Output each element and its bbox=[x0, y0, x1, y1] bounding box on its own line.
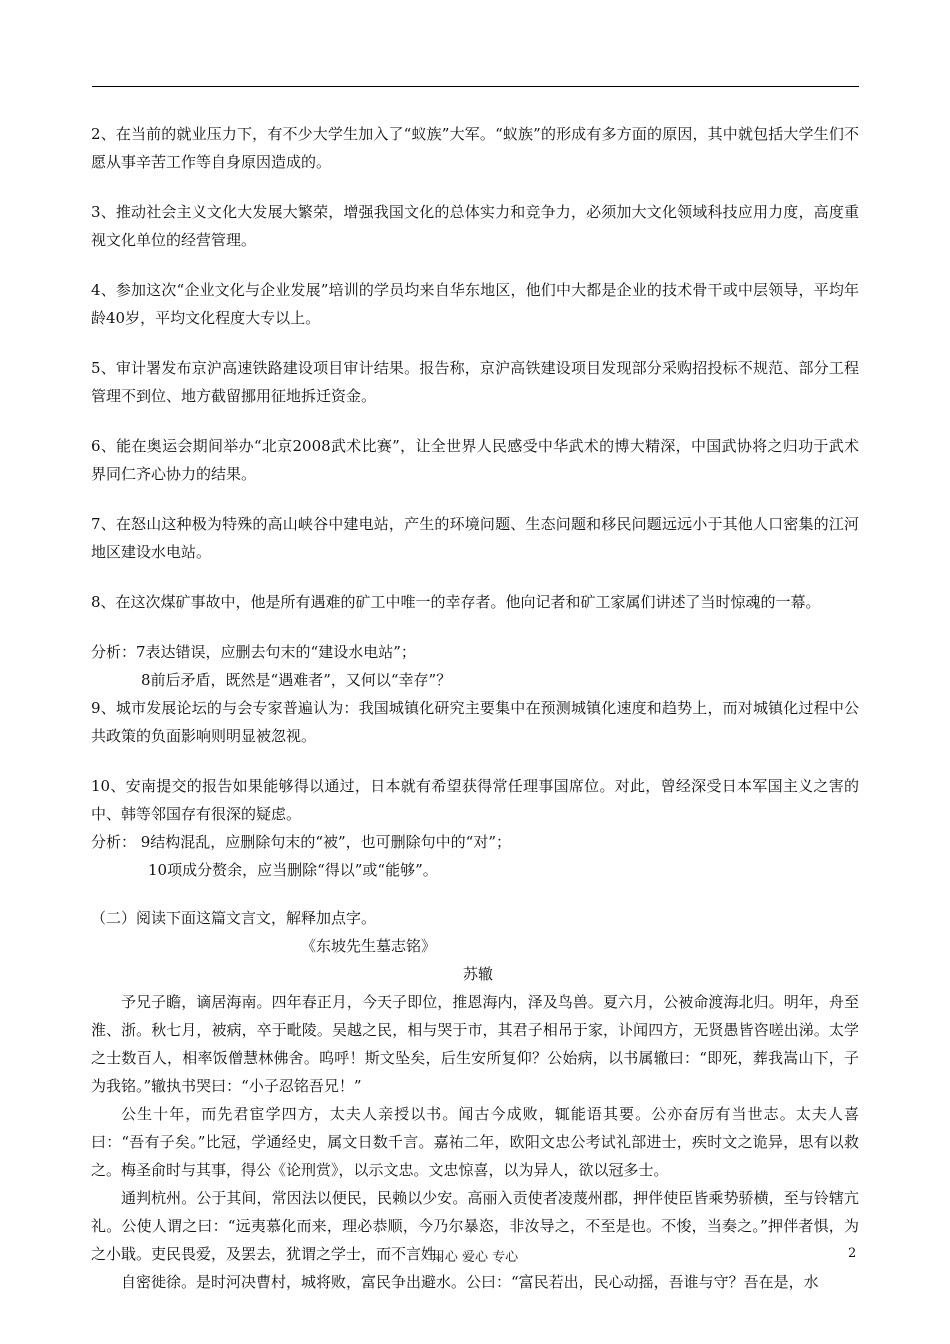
analysis-9-10: 分析： 9结构混乱，应删除句末的“被”，也可删除句中的“对”； bbox=[91, 833, 511, 851]
question-item-7: 7、在怒山这种极为特殊的高山峡谷中建电站，产生的环境问题、生态问题和移民问题远远小于其他人口密集的江河地区建设水电站。 bbox=[91, 515, 859, 561]
question-item-6: 6、能在奥运会期间举办“北京2008武术比赛”，让全世界人民感受中华武术的博大精深，中国武协将之归功于武术界同仁齐心协力的结果。 bbox=[91, 437, 859, 483]
analysis-7-8: 分析：7表达错误，应删去句末的“建设水电站”； bbox=[91, 643, 416, 661]
question-item-3: 3、推动社会主义文化大发展大繁荣，增强我国文化的总体实力和竞争力，必须加大文化领域科技应用力度，高度重视文化单位的经营管理。 bbox=[91, 203, 859, 249]
essay-author: 苏辙 bbox=[463, 965, 494, 983]
section-2-instruction: （二）阅读下面这篇文言文，解释加点字。 bbox=[91, 909, 377, 927]
page-number: 2 bbox=[848, 1246, 857, 1261]
header-rule bbox=[92, 86, 859, 87]
analysis-7-8-cont: 8前后矛盾，既然是“遇难者”，又何以“幸存”？ bbox=[141, 671, 452, 689]
question-item-5: 5、审计署发布京沪高速铁路建设项目审计结果。报告称，京沪高铁建设项目发现部分采购招投标不规范、部分工程管理不到位、地方截留挪用征地拆迁资金。 bbox=[91, 359, 859, 405]
question-item-10: 10、安南提交的报告如果能够得以通过，日本就有希望获得常任理事国席位。对此，曾经深受日本军国主义之害的中、韩等邻国存有很深的疑虑。 bbox=[91, 777, 859, 823]
essay-paragraph: 自密徙徐。是时河决曹村，城将败，富民争出避水。公曰：“富民若出，民心动摇，吾谁与守？吾在是，水 bbox=[121, 1273, 819, 1291]
essay-paragraph: 公生十年，而先君宦学四方，太夫人亲授以书。闻古今成败，辄能语其要。公亦奋厉有当世志。太夫人喜曰：“吾有子矣。”比冠，学通经史，属文日数千言。嘉祐二年，欧阳文忠公考试礼部进士，疾时文之诡异，思有以救之。梅圣俞时与其事，得公《论刑赏》，以示文忠。文忠惊喜，以为异人，欲以冠多士。 bbox=[91, 1105, 859, 1179]
essay-title: 《东坡先生墓志铭》 bbox=[301, 937, 437, 955]
document-body bbox=[91, 120, 859, 1296]
question-item-8: 8、在这次煤矿事故中，他是所有遇难的矿工中唯一的幸存者。他向记者和矿工家属们讲述了当时惊魂的一幕。 bbox=[91, 593, 821, 611]
essay-paragraph: 通判杭州。公于其间，常因法以便民，民赖以少安。高丽入贡使者凌蔑州郡，押伴使臣皆乘势骄横，至与铃辖亢礼。公使人谓之曰：“远夷慕化而来，理必恭顺，今乃尔暴恣，非汝导之，不至是也。不悛，当奏之。”押伴者惧，为之小戢。吏民畏爱，及罢去，犹谓之学士，而不言姓。 bbox=[91, 1189, 859, 1263]
essay-paragraph: 予兄子瞻，谪居海南。四年春正月，今天子即位，推恩海内，泽及鸟兽。夏六月，公被命渡海北归。明年，舟至淮、浙。秋七月，被病，卒于毗陵。吴越之民，相与哭于市，其君子相吊于家，讣闻四方，无贤愚皆咨嗟出涕。太学之士数百人，相率饭僧慧林佛舍。呜呼！斯文坠矣，后生安所复仰？公始病，以书属辙曰：“即死，葬我嵩山下，子为我铭。”辙执书哭曰：“小子忍铭吾兄！” bbox=[91, 993, 859, 1095]
question-item-9: 9、城市发展论坛的与会专家普遍认为：我国城镇化研究主要集中在预测城镇化速度和趋势上，而对城镇化过程中公共政策的负面影响则明显被忽视。 bbox=[91, 699, 859, 745]
analysis-9-10-cont: 10项成分赘余，应当删除“得以”或“能够”。 bbox=[148, 861, 438, 879]
footer-text: 用心 爱心 专心 bbox=[431, 1250, 519, 1265]
question-item-4: 4、参加这次“企业文化与企业发展”培训的学员均来自华东地区，他们中大都是企业的技术骨干或中层领导，平均年龄40岁，平均文化程度大专以上。 bbox=[91, 281, 859, 327]
question-item-2: 2、在当前的就业压力下，有不少大学生加入了“蚁族”大军。“蚁族”的形成有多方面的原因，其中就包括大学生们不愿从事辛苦工作等自身原因造成的。 bbox=[91, 125, 859, 171]
